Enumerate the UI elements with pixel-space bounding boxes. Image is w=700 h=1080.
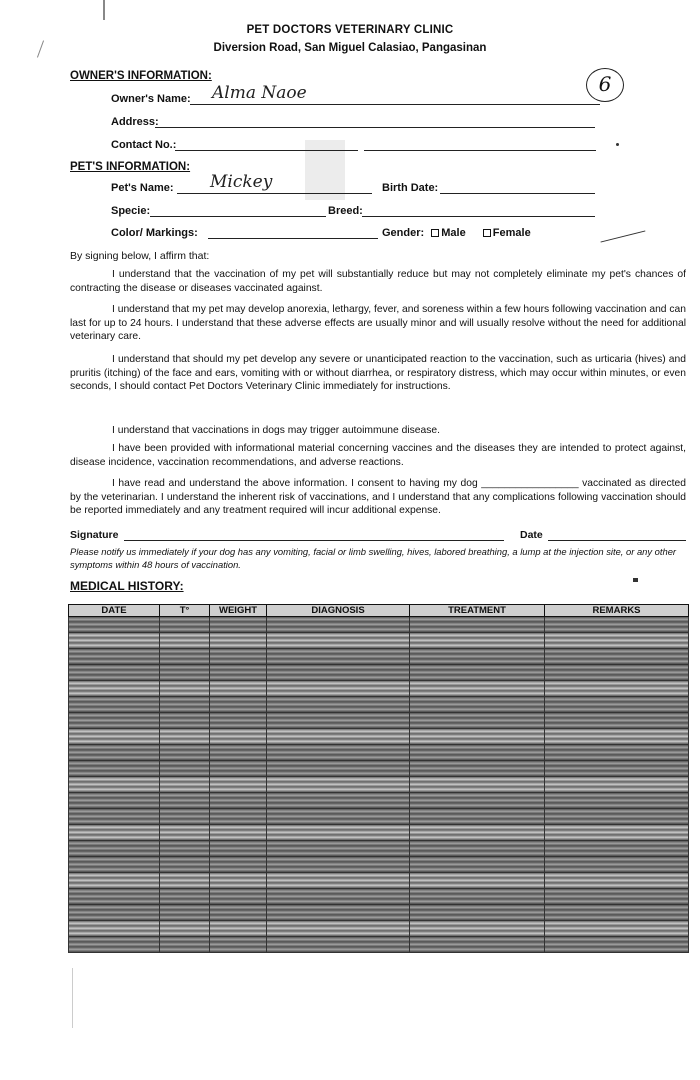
table-row [69, 921, 689, 937]
scan-speck [103, 0, 105, 20]
table-cell[interactable] [267, 745, 410, 761]
signature-row [70, 529, 686, 541]
post-vaccination-note: Please notify us immediately if your dog has any vomiting, facial or limb swelling, hives, labored breathing, a lump at the injection site, or any other symptoms within 48 hours of vaccination. [70, 546, 677, 570]
table-cell[interactable] [267, 937, 410, 953]
table-cell[interactable] [410, 729, 545, 745]
table-cell[interactable] [267, 713, 410, 729]
consent-intro: By signing below, I affirm that: [70, 250, 210, 262]
male-label: Male [441, 227, 466, 239]
color-markings-label: Color/ Markings: [111, 227, 198, 239]
table-cell[interactable] [69, 889, 160, 905]
table-cell[interactable] [410, 857, 545, 873]
table-cell[interactable] [267, 921, 410, 937]
table-cell[interactable] [267, 841, 410, 857]
breed-label: Breed: [328, 205, 363, 217]
table-cell[interactable] [69, 937, 160, 953]
date-line[interactable] [548, 540, 686, 541]
table-cell[interactable] [210, 793, 267, 809]
table-cell[interactable] [545, 793, 689, 809]
table-cell[interactable] [545, 857, 689, 873]
address-label: Address: [111, 116, 159, 128]
table-cell[interactable] [69, 857, 160, 873]
table-cell[interactable] [69, 697, 160, 713]
table-cell[interactable] [410, 921, 545, 937]
table-cell[interactable] [410, 665, 545, 681]
consent-paragraph-4 [70, 424, 686, 438]
table-cell[interactable] [410, 617, 545, 633]
pet-name-value[interactable]: Mickey [210, 172, 273, 192]
table-cell[interactable] [210, 937, 267, 953]
column-header-temperature: T° [160, 605, 210, 617]
table-cell[interactable] [545, 633, 689, 649]
table-cell[interactable] [210, 841, 267, 857]
consent-p4-text: I understand that vaccinations in dogs may trigger autoimmune disease. [112, 425, 440, 436]
table-cell[interactable] [267, 825, 410, 841]
table-cell[interactable] [410, 873, 545, 889]
female-checkbox[interactable] [483, 229, 491, 237]
pen-stroke [601, 230, 646, 242]
table-cell[interactable] [210, 617, 267, 633]
table-cell[interactable] [160, 825, 210, 841]
table-row [69, 937, 689, 953]
table-cell[interactable] [160, 937, 210, 953]
table-cell[interactable] [210, 761, 267, 777]
table-cell[interactable] [160, 777, 210, 793]
scan-speck [72, 968, 73, 1028]
pet-section-title: PET'S INFORMATION: [70, 161, 191, 173]
table-cell[interactable] [545, 825, 689, 841]
table-cell[interactable] [69, 729, 160, 745]
birth-date-line[interactable] [440, 193, 595, 194]
table-cell[interactable] [160, 697, 210, 713]
table-cell[interactable] [210, 905, 267, 921]
color-markings-line[interactable] [208, 238, 378, 239]
table-cell[interactable] [410, 681, 545, 697]
table-row [69, 809, 689, 825]
table-cell[interactable] [545, 713, 689, 729]
table-cell[interactable] [267, 777, 410, 793]
table-row [69, 617, 689, 633]
consent-p3-text: I understand that should my pet develop any severe or unanticipated reaction to the vaccination, such as urticaria (hives) and pruritis (itching) of the face and ears, vomiting with or without diarrhea, or respiratory distress, which may occur within minutes, or even seconds, I should contact Pet Doctors Veterinary Clinic immediately for instructions. [70, 354, 686, 393]
table-cell[interactable] [210, 681, 267, 697]
table-cell[interactable] [545, 665, 689, 681]
table-cell[interactable] [267, 649, 410, 665]
table-row [69, 761, 689, 777]
consent-p5-text: I have been provided with informational material concerning vaccines and the diseases they are intended to protect against, disease incidence, vaccination recommendations, and adverse reactions. [70, 443, 686, 468]
medical-history-table [68, 604, 689, 953]
table-cell[interactable] [410, 825, 545, 841]
consent-p1-text: I understand that the vaccination of my pet will substantially reduce but may not completely eliminate my pet's chances of contracting the disease or diseases vaccinated against. [70, 269, 686, 294]
table-cell[interactable] [410, 649, 545, 665]
table-header-row [69, 605, 689, 617]
table-cell[interactable] [69, 649, 160, 665]
table-cell[interactable] [545, 777, 689, 793]
consent-paragraph-1 [70, 268, 686, 295]
table-cell[interactable] [210, 809, 267, 825]
consent-p2-text: I understand that my pet may develop anorexia, lethargy, fever, and soreness within a few hours following vaccination and can last for up to 24 hours. I understand that these adverse effects are usually minor and will usually resolve without the need for additional veterinary care. [70, 304, 686, 343]
table-cell[interactable] [267, 665, 410, 681]
table-cell[interactable] [160, 905, 210, 921]
table-cell[interactable] [210, 633, 267, 649]
table-cell[interactable] [210, 713, 267, 729]
female-label: Female [492, 227, 531, 239]
table-cell[interactable] [69, 873, 160, 889]
owner-name-label: Owner's Name: [111, 93, 191, 105]
consent-p6-text: I have read and understand the above information. I consent to having my dog _________________ vaccinated as directed by the veterinarian. I understand the inherent risk of vaccinations, and I understand that any complications following vaccination should be reported immediately and any treatment required will incur additional expense. [70, 478, 686, 517]
table-row [69, 857, 689, 873]
table-cell[interactable] [267, 857, 410, 873]
table-cell[interactable] [267, 793, 410, 809]
table-cell[interactable] [267, 809, 410, 825]
table-cell[interactable] [410, 777, 545, 793]
table-row [69, 729, 689, 745]
table-cell[interactable] [210, 921, 267, 937]
table-row [69, 633, 689, 649]
table-cell[interactable] [410, 633, 545, 649]
male-checkbox[interactable] [431, 229, 439, 237]
table-cell[interactable] [160, 649, 210, 665]
table-cell[interactable] [160, 665, 210, 681]
table-cell[interactable] [545, 809, 689, 825]
consent-paragraph-5 [70, 442, 686, 469]
pet-name-label: Pet's Name: [111, 182, 174, 194]
table-cell[interactable] [69, 825, 160, 841]
owner-name-line [190, 104, 600, 105]
gender-label [382, 227, 531, 239]
consent-paragraph-6 [70, 477, 686, 518]
contact-line-1 [175, 150, 358, 151]
table-cell[interactable] [267, 681, 410, 697]
table-row [69, 841, 689, 857]
table-cell[interactable] [545, 745, 689, 761]
table-cell[interactable] [210, 857, 267, 873]
table-cell[interactable] [210, 649, 267, 665]
table-cell[interactable] [545, 937, 689, 953]
table-cell[interactable] [160, 745, 210, 761]
table-cell[interactable] [160, 873, 210, 889]
table-cell[interactable] [69, 665, 160, 681]
table-cell[interactable] [160, 633, 210, 649]
specie-label: Specie: [111, 205, 151, 217]
table-cell[interactable] [160, 841, 210, 857]
table-cell[interactable] [210, 745, 267, 761]
birth-date-label: Birth Date: [382, 182, 439, 194]
table-cell[interactable] [160, 809, 210, 825]
table-cell[interactable] [410, 761, 545, 777]
table-cell[interactable] [160, 761, 210, 777]
table-cell[interactable] [545, 729, 689, 745]
table-cell[interactable] [210, 825, 267, 841]
date-label: Date [520, 529, 543, 541]
table-cell[interactable] [545, 681, 689, 697]
contact-line-2 [364, 150, 596, 151]
clinic-address: Diversion Road, San Miguel Calasiao, Pangasinan [213, 42, 487, 54]
table-cell[interactable] [69, 761, 160, 777]
scan-speck [633, 578, 638, 582]
table-cell[interactable] [545, 649, 689, 665]
medical-history-rows [69, 617, 689, 953]
table-row [69, 665, 689, 681]
table-cell[interactable] [210, 873, 267, 889]
table-cell[interactable] [210, 889, 267, 905]
signature-label: Signature [70, 529, 119, 541]
table-cell[interactable] [160, 681, 210, 697]
contact-label: Contact No.: [111, 139, 177, 151]
table-cell[interactable] [410, 713, 545, 729]
scan-smudge [305, 140, 345, 200]
table-row [69, 697, 689, 713]
table-cell[interactable] [69, 745, 160, 761]
table-cell[interactable] [160, 921, 210, 937]
table-cell[interactable] [545, 873, 689, 889]
table-row [69, 745, 689, 761]
owner-name-value[interactable]: Alma Naoe [212, 83, 307, 103]
column-header-remarks: REMARKS [545, 605, 689, 617]
consent-paragraph-3 [70, 353, 686, 394]
table-cell[interactable] [69, 905, 160, 921]
table-cell[interactable] [267, 889, 410, 905]
consent-paragraph-2 [70, 303, 686, 344]
table-cell[interactable] [69, 777, 160, 793]
table-cell[interactable] [210, 697, 267, 713]
table-cell[interactable] [210, 777, 267, 793]
breed-line[interactable] [362, 216, 595, 217]
table-cell[interactable] [160, 857, 210, 873]
table-cell[interactable] [69, 809, 160, 825]
table-cell[interactable] [410, 745, 545, 761]
column-header-weight: WEIGHT [210, 605, 267, 617]
table-row [69, 889, 689, 905]
table-row [69, 649, 689, 665]
table-row [69, 873, 689, 889]
table-cell[interactable] [69, 793, 160, 809]
table-row [69, 825, 689, 841]
table-cell[interactable] [267, 697, 410, 713]
column-header-date: DATE [69, 605, 160, 617]
table-row [69, 777, 689, 793]
table-cell[interactable] [545, 697, 689, 713]
column-header-diagnosis: DIAGNOSIS [267, 605, 410, 617]
table-cell[interactable] [160, 617, 210, 633]
column-header-treatment: TREATMENT [410, 605, 545, 617]
table-cell[interactable] [410, 937, 545, 953]
table-cell[interactable] [267, 905, 410, 921]
table-cell[interactable] [410, 697, 545, 713]
table-cell[interactable] [210, 729, 267, 745]
table-cell[interactable] [410, 841, 545, 857]
pet-name-line [177, 193, 372, 194]
table-cell[interactable] [267, 617, 410, 633]
signature-line[interactable] [124, 540, 504, 541]
owner-section-title: OWNER'S INFORMATION: [70, 70, 212, 82]
table-cell[interactable] [410, 889, 545, 905]
table-cell[interactable] [267, 633, 410, 649]
table-cell[interactable] [69, 633, 160, 649]
handwritten-page-number: 6 [586, 68, 624, 102]
table-row [69, 713, 689, 729]
table-cell[interactable] [69, 681, 160, 697]
table-row [69, 681, 689, 697]
table-cell[interactable] [545, 921, 689, 937]
table-cell[interactable] [267, 761, 410, 777]
address-line [155, 127, 595, 128]
table-cell[interactable] [545, 761, 689, 777]
table-cell[interactable] [410, 793, 545, 809]
table-cell[interactable] [410, 905, 545, 921]
table-cell[interactable] [160, 729, 210, 745]
table-cell[interactable] [69, 617, 160, 633]
gender-label-text: Gender: [382, 227, 425, 239]
clinic-name: PET DOCTORS VETERINARY CLINIC [246, 24, 454, 36]
table-cell[interactable] [160, 889, 210, 905]
medical-history-title: MEDICAL HISTORY: [70, 579, 184, 593]
table-cell[interactable] [69, 921, 160, 937]
table-row [69, 905, 689, 921]
table-cell[interactable] [545, 617, 689, 633]
table-cell[interactable] [267, 729, 410, 745]
scan-speck [616, 143, 619, 146]
table-cell[interactable] [210, 665, 267, 681]
table-cell[interactable] [545, 905, 689, 921]
table-cell[interactable] [160, 713, 210, 729]
table-cell[interactable] [69, 841, 160, 857]
table-cell[interactable] [69, 713, 160, 729]
table-cell[interactable] [267, 873, 410, 889]
table-cell[interactable] [545, 889, 689, 905]
table-cell[interactable] [545, 841, 689, 857]
table-cell[interactable] [410, 809, 545, 825]
table-row [69, 793, 689, 809]
specie-line[interactable] [150, 216, 326, 217]
table-cell[interactable] [160, 793, 210, 809]
